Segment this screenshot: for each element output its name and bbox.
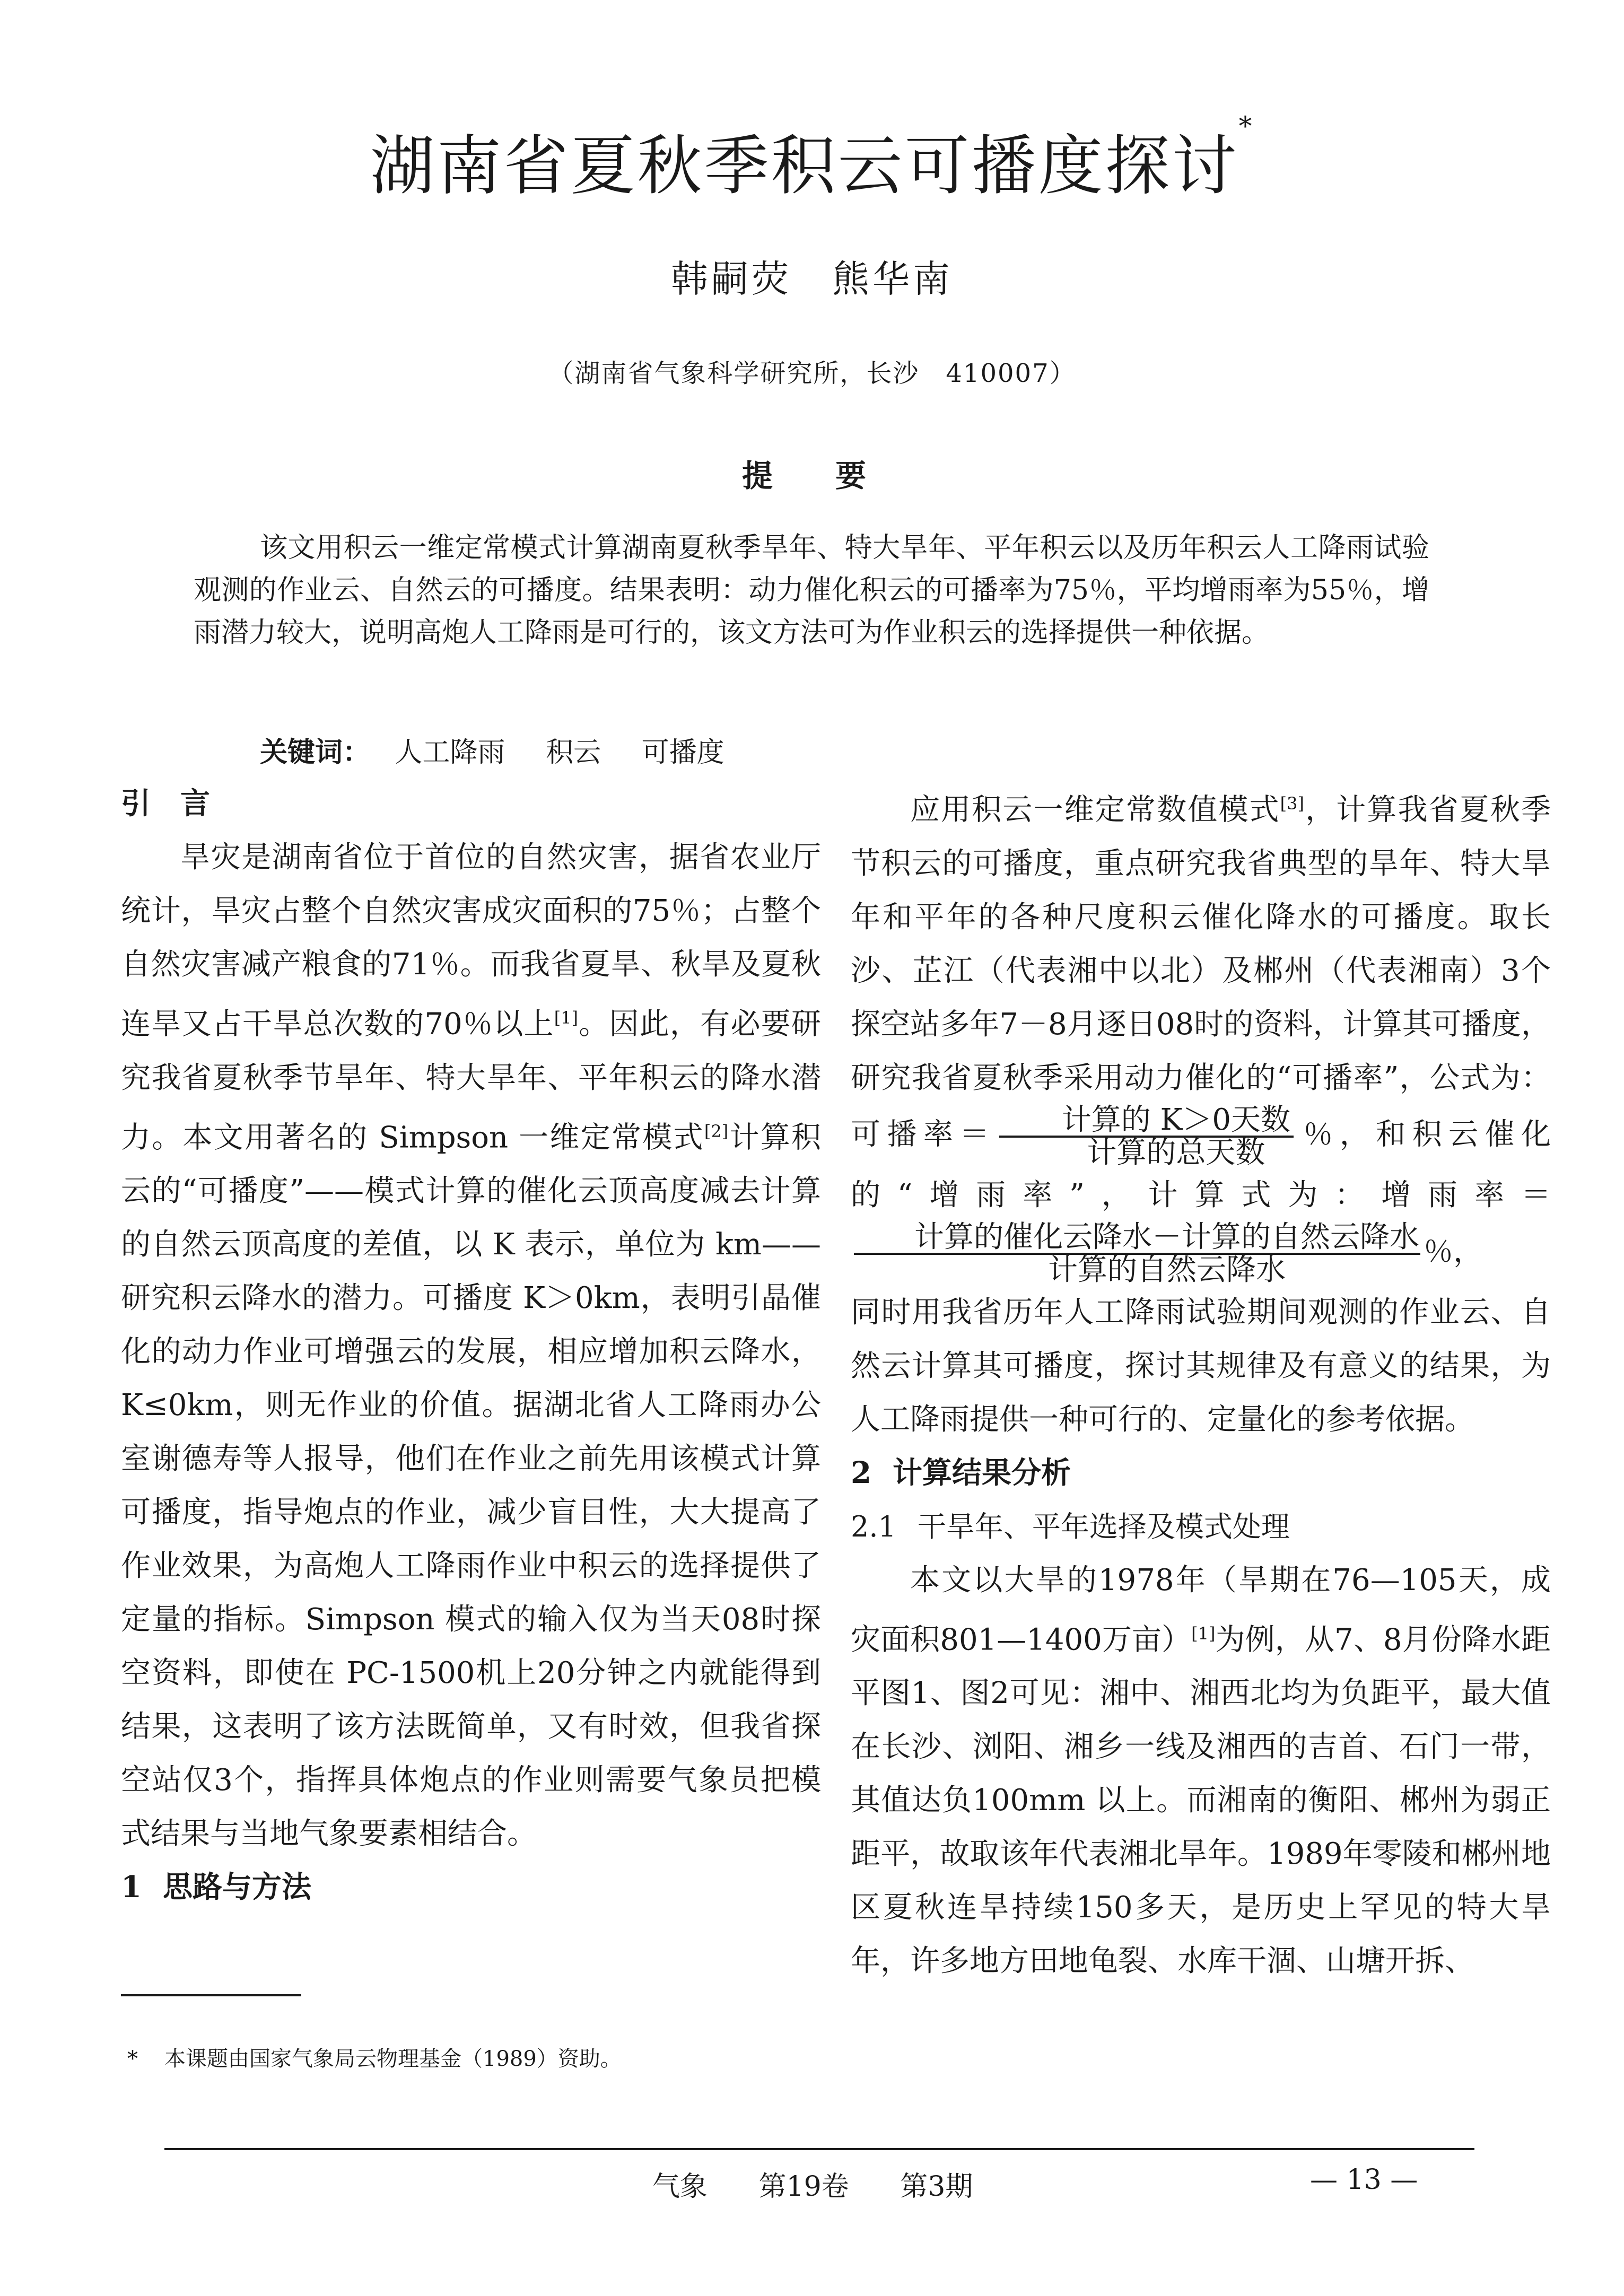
- footnote: * 本课题由国家气象局云物理基金（1989）资助。: [127, 2047, 622, 2071]
- title-footnote-mark: *: [1238, 111, 1254, 142]
- left-column: [121, 777, 821, 1914]
- rain-increase-formula: $\frac{\text{计算的催化云降水－计算的自然云降水}}{\text{计算的自然云降水}}$: [854, 1222, 1420, 1286]
- section-heading-intro: 引 言: [121, 786, 210, 821]
- keywords-label: 关键词：: [260, 736, 371, 769]
- seedability-rate-formula: $\frac{\text{计算的 K＞0天数}}{\text{计算的总天数}}$: [999, 1105, 1294, 1168]
- method-paragraph-cont: 同时用我省历年人工降雨试验期间观测的作业云、自然云计算其可播度，探讨其规律及有意义的结果，为人工降雨提供一种可行的、定量化的参考依据。: [851, 1295, 1551, 1437]
- keyword-item: 人工降雨: [395, 737, 505, 769]
- journal-issue: 第3期: [900, 2171, 973, 2203]
- section-heading-2: 2 计算结果分析: [851, 1455, 1071, 1490]
- subsection-heading-2-1: 2.1 干旱年、平年选择及模式处理: [851, 1509, 1290, 1543]
- page-number: — 13 —: [1310, 2164, 1418, 2196]
- section-heading-1: 1 思路与方法: [121, 1870, 311, 1905]
- keyword-item: 可播度: [641, 737, 724, 769]
- footnote-divider: [121, 1994, 301, 1996]
- journal-info: [652, 2164, 1015, 2204]
- method-paragraph: 应用积云一维定常数值模式[3]，计算我省夏秋季节积云的可播度，重点研究我省典型的旱年、特大旱年和平年的各种尺度积云催化降水的可播度。取长沙、芷江（代表湘中以北）及郴州（代表湘南）3个探空站多年7－8月逐日08时的资料，计算其可播度，研究我省夏秋季采用动力催化的“可播率”，公式为：可播率＝ $\frac{\text{计算的 K＞0天数}}{\text{计算的总天数}}$ ％，和积云催化的“增雨率”，计算式为：增雨率＝ $\frac{\text{计算的催化云降水－计算的自然云降水}}{\text{计算的自然云降水}}$ ％，: [851, 792, 1551, 1287]
- intro-paragraph: 旱灾是湖南省位于首位的自然灾害，据省农业厅统计，旱灾占整个自然灾害成灾面积的75％；占整个自然灾害减产粮食的71％。而我省夏旱、秋旱及夏秋连旱又占干旱总次数的70％以上[1]。因此，有必要研究我省夏秋季节旱年、特大旱年、平年积云的降水潜力。本文用著名的 Simpson 一维定常模式[2]计算积云的“可播度”——模式计算的催化云顶高度减去计算的自然云顶高度的差值，以 K 表示，单位为 km——研究积云降水的潜力。可播度 K＞0km，表明引晶催化的动力作业可增强云的发展，相应增加积云降水，K≤0km，则无作业的价值。据湖北省人工降雨办公室谢德寿等人报导，他们在作业之前先用该模式计算可播度，指导炮点的作业，减少盲目性，大大提高了作业效果，为高炮人工降雨作业中积云的选择提供了定量的指标。Simpson 模式的输入仅为当天08时探空资料，即使在 PC-1500机上20分钟之内就能得到结果，这表明了该方法既简单，又有时效，但我省探空站仅3个，指挥具体炮点的作业则需要气象员把模式结果与当地气象要素相结合。: [121, 840, 822, 1852]
- keywords: [260, 730, 756, 770]
- citation-ref: [3]: [1280, 793, 1304, 814]
- citation-ref: [1]: [554, 1008, 579, 1028]
- footer-divider: [164, 2148, 1474, 2150]
- affiliation: （湖南省气象科学研究所，长沙 410007）: [548, 359, 1076, 388]
- journal-name: 气象: [652, 2171, 708, 2203]
- journal-volume: 第19卷: [758, 2171, 849, 2203]
- citation-ref: [2]: [704, 1121, 729, 1141]
- results-paragraph: 本文以大旱的1978年（旱期在76—105天，成灾面积801—1400万亩）[1]为例，从7、8月份降水距平图1、图2可见：湘中、湘西北均为负距平，最大值在长沙、浏阳、湘乡一线及湘西的吉首、石门一带，其值达负100mm 以上。而湘南的衡阳、郴州为弱正距平，故取该年代表湘北旱年。1989年零陵和郴州地区夏秋连旱持续150多天，是历史上罕见的特大旱年，许多地方田地龟裂、水库干涸、山塘开拆、: [851, 1562, 1551, 1979]
- right-column: [851, 777, 1551, 1988]
- keyword-item: 积云: [546, 737, 601, 769]
- citation-ref: [1]: [1191, 1623, 1216, 1644]
- paper-title: 湖南省夏秋季积云可播度探讨*: [370, 111, 1254, 204]
- abstract-heading: 提 要: [741, 458, 882, 494]
- abstract-body: 该文用积云一维定常模式计算湖南夏秋季旱年、特大旱年、平年积云以及历年积云人工降雨试验观测的作业云、自然云的可播度。结果表明：动力催化积云的可播率为75％，平均增雨率为55％，增雨潜力较大，说明高炮人工降雨是可行的，该文方法可为作业积云的选择提供一种依据。: [194, 532, 1429, 649]
- authors: 韩嗣荧 熊华南: [671, 257, 953, 301]
